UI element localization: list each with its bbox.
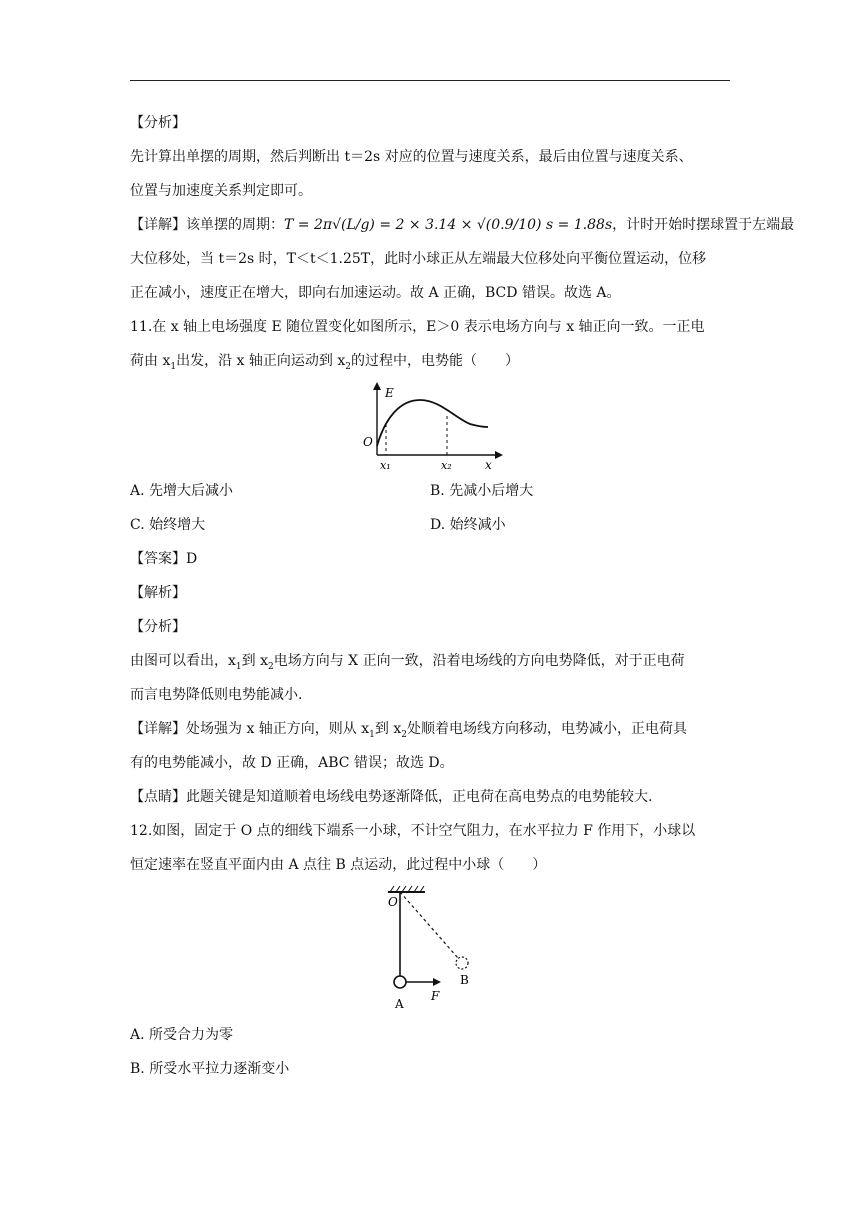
label-f: F [431, 989, 440, 1003]
label-a: A [395, 997, 404, 1011]
label-x-axis: x [485, 458, 492, 470]
electric-field-graph [130, 380, 730, 470]
pendulum-diagram [130, 884, 730, 1014]
detail-prefix: 【详解】该单摆的周期： [130, 217, 284, 233]
option-b[interactable]: B. 先减小后增大 [430, 483, 534, 499]
analysis-heading: 【分析】 [130, 115, 186, 131]
comment-text: 【点睛】此题关键是知道顺着电场线电势逐渐降低，正电荷在高电势点的电势能较大. [130, 789, 653, 805]
label-x1: x₁ [380, 459, 391, 470]
analysis-text: 而言电势降低则电势能减小. [130, 687, 303, 703]
options-row [130, 508, 730, 542]
pendulum-svg [380, 884, 480, 1014]
option-d[interactable]: D. 始终减小 [430, 517, 506, 533]
detail-paragraph [130, 208, 795, 242]
label-x2: x₂ [441, 459, 452, 470]
analysis-text: 位置与加速度关系判定即可。 [130, 183, 312, 199]
e-x-graph-svg [355, 380, 505, 470]
detail-text: 正在减小，速度正在增大，即向右加速运动。故 A 正确，BCD 错误。故选 A。 [130, 285, 621, 301]
question-12-stem: 12.如图，固定于 O 点的细线下端系一小球，不计空气阻力，在水平拉力 F 作用下，小球以 [130, 823, 696, 839]
detail-text: 有的电势能减小，故 D 正确，ABC 错误；故选 D。 [130, 755, 454, 771]
detail-text: 【详解】处场强为 x 轴正方向，则从 $x_1$到 $x_2$处顺着电场线方向移动，电势减小，正电荷具 [130, 721, 687, 740]
label-o: O [388, 895, 398, 909]
document-body [130, 106, 795, 1086]
header-rule [130, 80, 730, 81]
label-o: O [363, 435, 373, 449]
option-a[interactable]: A. 先增大后减小 [130, 483, 234, 499]
solution-heading: 【解析】 [130, 585, 186, 601]
analysis-text: 由图可以看出，$x_1$到 $x_2$电场方向与 X 正向一致，沿着电场线的方向电势降低，对于正电荷 [130, 653, 685, 672]
option-a[interactable]: A. 所受合力为零 [130, 1027, 234, 1043]
answer: 【答案】D [130, 551, 198, 567]
period-formula: T = 2π√(L/g) = 2 × 3.14 × √(0.9/10) s = 1.88s [284, 217, 613, 233]
option-c[interactable]: C. 始终增大 [130, 517, 206, 533]
detail-text: 大位移处，当 t＝2s 时，T＜t＜1.25T，此时小球正从左端最大位移处向平衡位置运动，位移 [130, 251, 707, 267]
question-11-stem: 荷由 $x_1$出发，沿 x 轴正向运动到 $x_2$的过程中，电势能（ ） [130, 353, 519, 372]
option-b[interactable]: B. 所受水平拉力逐渐变小 [130, 1061, 290, 1077]
analysis-heading: 【分析】 [130, 619, 186, 635]
detail-suffix: ，计时开始时摆球置于左端最 [612, 217, 795, 233]
label-b: B [460, 973, 469, 987]
question-12-stem: 恒定速率在竖直平面内由 A 点往 B 点运动，此过程中小球（ ） [130, 857, 547, 873]
options-row [130, 474, 730, 508]
analysis-text: 先计算出单摆的周期，然后判断出 t＝2s 对应的位置与速度关系，最后由位置与速度关系、 [130, 149, 693, 165]
label-e: E [385, 386, 394, 400]
question-11-stem: 11.在 x 轴上电场强度 E 随位置变化如图所示，E＞0 表示电场方向与 x 轴正向一致。一正电 [130, 319, 705, 335]
